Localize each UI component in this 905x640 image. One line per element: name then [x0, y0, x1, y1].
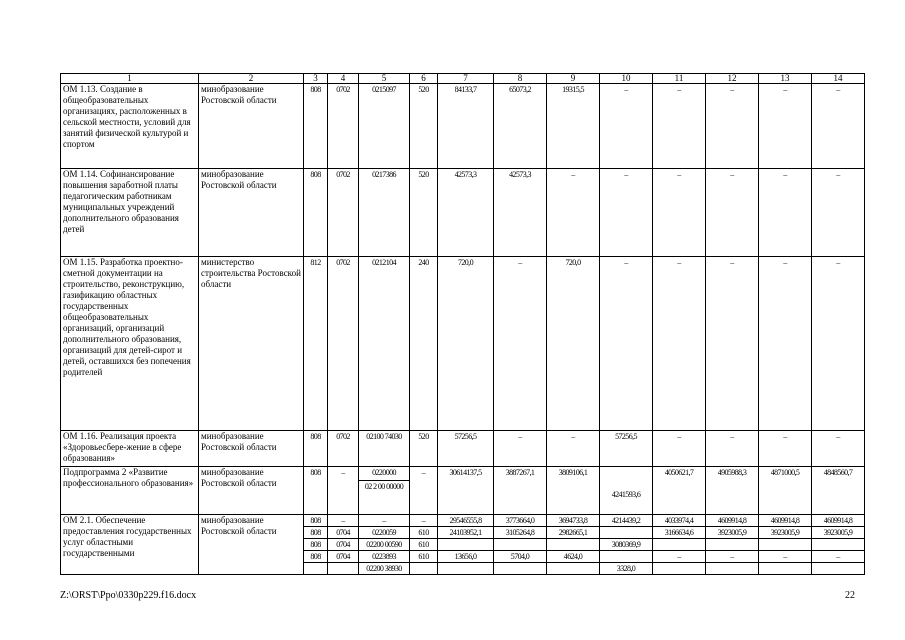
cell-c4 — [328, 563, 359, 575]
cell-c13: 3923005,9 — [759, 527, 812, 539]
cell-c11: – — [653, 431, 706, 467]
cell-c11 — [653, 563, 706, 575]
cell-c7: 24103952,1 — [438, 527, 494, 539]
cell-c14: 4848560,7 — [812, 467, 865, 515]
cell-c13 — [759, 539, 812, 551]
cell-c7 — [438, 563, 494, 575]
cell-c11: – — [653, 169, 706, 257]
cell-c4: 0702 — [328, 169, 359, 257]
cell-c6: 520 — [410, 84, 438, 169]
cell-c6: 610 — [410, 551, 438, 563]
cell-c9: – — [547, 431, 600, 467]
cell-c6: – — [410, 515, 438, 527]
responsible-org: минобразование Ростовской области — [199, 169, 304, 257]
cell-c8: 5704,0 — [494, 551, 547, 563]
measure-name: ОМ 1.15. Разработка проектно-сметной документации на строительство, реконструкцию, газификацию областных государственных общеобразовательных организаций, организаций дополнительного образования, организаций для детей-сирот и детей, оставшихся без попечения родителей — [61, 257, 199, 431]
cell-c7: 84133,7 — [438, 84, 494, 169]
cell-c14: – — [812, 169, 865, 257]
cell-c7: 30614137,5 — [438, 467, 494, 515]
cell-c14 — [812, 563, 865, 575]
header-cell: 13 — [759, 74, 812, 84]
cell-c3: 808 — [304, 84, 328, 169]
cell-c5: 0212104 — [359, 257, 410, 431]
cell-c6: 520 — [410, 169, 438, 257]
cell-c4: – — [328, 515, 359, 527]
cell-c8 — [494, 539, 547, 551]
cell-c12: – — [706, 257, 759, 431]
header-cell: 4 — [328, 74, 359, 84]
cell-c4: – — [328, 467, 359, 515]
cell-c12: 4905988,3 — [706, 467, 759, 515]
cell-c3 — [304, 563, 328, 575]
cell-c10: – — [600, 257, 653, 431]
cell-c6 — [410, 563, 438, 575]
cell-c14: – — [812, 84, 865, 169]
cell-c14 — [812, 539, 865, 551]
cell-c8: 65073,2 — [494, 84, 547, 169]
cell-c4: 0704 — [328, 527, 359, 539]
table-row — [61, 431, 865, 467]
cell-c8: 42573,3 — [494, 169, 547, 257]
cell-c7: 13656,0 — [438, 551, 494, 563]
subprogram-name: Подпрограмма 2 «Развитие профессионального образования» — [61, 467, 199, 515]
cell-c3: 808 — [304, 527, 328, 539]
measure-name: ОМ 1.14. Софинансирование повышения заработной платы педагогическим работникам муниципальных учреждений дополнительного образования детей — [61, 169, 199, 257]
cell-c9: 2982665,1 — [547, 527, 600, 539]
responsible-org: министерство строительства Ростовской области — [199, 257, 304, 431]
cell-c10 — [600, 551, 653, 563]
cell-c5: 0223893 — [359, 551, 410, 563]
cell-c9 — [547, 563, 600, 575]
cell-c9: 720,0 — [547, 257, 600, 431]
page-number: 22 — [845, 590, 855, 601]
responsible-org: минобразование Ростовской области — [199, 467, 304, 515]
cell-c7 — [438, 539, 494, 551]
cell-c5: 02100 74030 — [359, 431, 410, 467]
cell-c14: 3923005,9 — [812, 527, 865, 539]
cell-c3: 808 — [304, 431, 328, 467]
table-row — [61, 257, 865, 431]
budget-table — [60, 73, 865, 575]
cell-c6: 520 — [410, 431, 438, 467]
cell-c11: – — [653, 257, 706, 431]
cell-c5: 0217386 — [359, 169, 410, 257]
cell-c9: 19315,5 — [547, 84, 600, 169]
header-cell: 8 — [494, 74, 547, 84]
header-cell: 2 — [199, 74, 304, 84]
cell-c11: 4050621,7 — [653, 467, 706, 515]
cell-c12: – — [706, 551, 759, 563]
cell-c13: – — [759, 431, 812, 467]
cell-c14: – — [812, 431, 865, 467]
cell-c8: – — [494, 431, 547, 467]
measure-name: ОМ 2.1. Обеспечение предоставления государственных услуг областными государственными — [61, 515, 199, 575]
cell-c14: 4609914,8 — [812, 515, 865, 527]
footer-file-path: Z:\ORST\Ppo\0330p229.f16.docx — [60, 590, 197, 601]
measure-name: ОМ 1.13. Создание в общеобразовательных организациях, расположенных в сельской местности, условий для занятий физической культурой и спортом — [61, 84, 199, 169]
cell-c5: 0220059 — [359, 527, 410, 539]
cell-c3: 808 — [304, 169, 328, 257]
header-cell: 6 — [410, 74, 438, 84]
cell-c12 — [706, 539, 759, 551]
cell-c12 — [706, 563, 759, 575]
header-cell: 1 — [61, 74, 199, 84]
cell-c5: – — [359, 515, 410, 527]
responsible-org: минобразование Ростовской области — [199, 431, 304, 467]
cell-c4: 0704 — [328, 551, 359, 563]
header-cell: 11 — [653, 74, 706, 84]
cell-c9: – — [547, 169, 600, 257]
cell-c12: – — [706, 84, 759, 169]
cell-c3: 808 — [304, 539, 328, 551]
cell-c10: – — [600, 84, 653, 169]
cell-c6: 610 — [410, 527, 438, 539]
cell-c12: 3923005,9 — [706, 527, 759, 539]
cell-c10: – — [600, 169, 653, 257]
cell-c4: 0702 — [328, 257, 359, 431]
cell-c8: 3773664,0 — [494, 515, 547, 527]
header-cell: 5 — [359, 74, 410, 84]
cell-c9: 3809106,1 — [547, 467, 600, 515]
header-cell: 14 — [812, 74, 865, 84]
header-cell: 3 — [304, 74, 328, 84]
cell-c7: 57256,5 — [438, 431, 494, 467]
cell-c5-code-b: 02 2 00 00000 — [359, 480, 410, 492]
cell-c6: 240 — [410, 257, 438, 431]
cell-c13 — [759, 563, 812, 575]
cell-c8: 3887267,1 — [494, 467, 547, 515]
cell-c4: 0702 — [328, 84, 359, 169]
cell-c3: 808 — [304, 467, 328, 515]
cell-c7: 42573,3 — [438, 169, 494, 257]
cell-c3: 808 — [304, 551, 328, 563]
cell-c6: – — [410, 467, 438, 515]
cell-c9: 3694733,8 — [547, 515, 600, 527]
cell-c11: – — [653, 551, 706, 563]
cell-c11: 4033974,4 — [653, 515, 706, 527]
header-cell: 7 — [438, 74, 494, 84]
cell-c6: 610 — [410, 539, 438, 551]
cell-c11 — [653, 539, 706, 551]
cell-c5: 02200 00590 — [359, 539, 410, 551]
table-row — [61, 515, 865, 527]
cell-c12: – — [706, 431, 759, 467]
cell-c10: 3328,0 — [600, 563, 653, 575]
cell-c13: 4871000,5 — [759, 467, 812, 515]
cell-c7: 720,0 — [438, 257, 494, 431]
cell-c11: – — [653, 84, 706, 169]
cell-c9: 4624,0 — [547, 551, 600, 563]
cell-c4: 0702 — [328, 431, 359, 467]
cell-c4: 0704 — [328, 539, 359, 551]
cell-c10: 4241593,6 — [600, 467, 653, 515]
cell-c13: – — [759, 551, 812, 563]
cell-c14: – — [812, 551, 865, 563]
cell-c12: – — [706, 169, 759, 257]
responsible-org: минобразование Ростовской области — [199, 84, 304, 169]
cell-c7: 29546555,8 — [438, 515, 494, 527]
cell-c5: 0215097 — [359, 84, 410, 169]
cell-c8: – — [494, 257, 547, 431]
cell-c14: – — [812, 257, 865, 431]
measure-name: ОМ 1.16. Реализация проекта «Здоровьесбере-жение в сфере образования» — [61, 431, 199, 467]
cell-c5-code-a: 0220000 — [372, 468, 396, 477]
cell-c13: – — [759, 169, 812, 257]
cell-c13: – — [759, 84, 812, 169]
cell-c10: 3080369,9 — [600, 539, 653, 551]
cell-c3: 808 — [304, 515, 328, 527]
table-row — [61, 169, 865, 257]
cell-c10: 4214439,2 — [600, 515, 653, 527]
responsible-org: минобразование Ростовской области — [199, 515, 304, 575]
cell-c8 — [494, 563, 547, 575]
cell-c5 — [359, 467, 410, 515]
table-header-row — [61, 74, 865, 84]
header-cell: 9 — [547, 74, 600, 84]
cell-c9 — [547, 539, 600, 551]
cell-c3: 812 — [304, 257, 328, 431]
cell-c10 — [600, 527, 653, 539]
header-cell: 10 — [600, 74, 653, 84]
cell-c13: 4609914,8 — [759, 515, 812, 527]
header-cell: 12 — [706, 74, 759, 84]
cell-c11: 3166634,6 — [653, 527, 706, 539]
cell-c5: 02200 38930 — [359, 563, 410, 575]
cell-c12: 4609914,8 — [706, 515, 759, 527]
table-row — [61, 84, 865, 169]
cell-c8: 3105264,8 — [494, 527, 547, 539]
table-row — [61, 467, 865, 515]
cell-c10: 57256,5 — [600, 431, 653, 467]
cell-c13: – — [759, 257, 812, 431]
